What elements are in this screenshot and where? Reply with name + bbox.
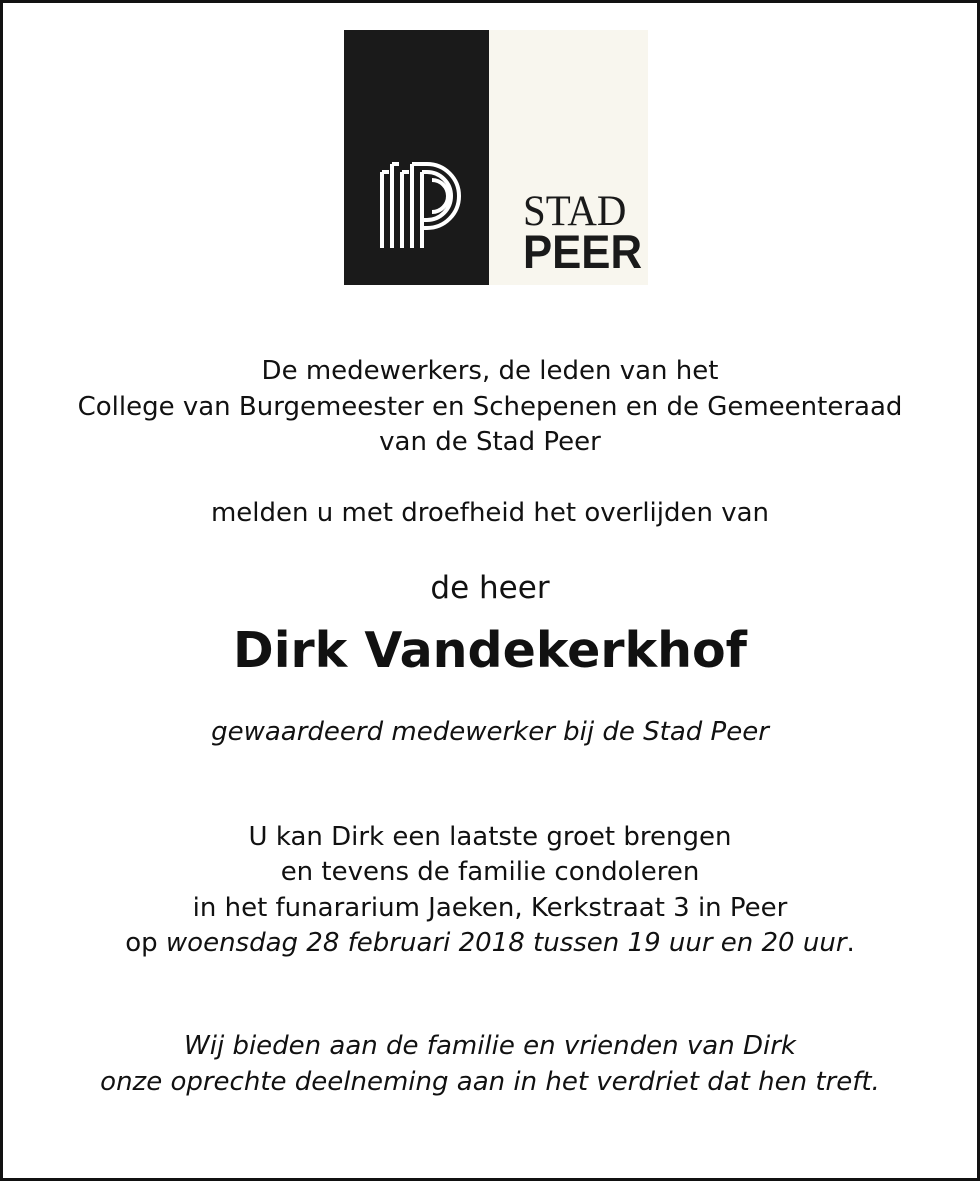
visit-date-suffix: . (846, 928, 855, 958)
intro-line-2: College van Burgemeester en Schepenen en de Gemeenteraad (77, 392, 903, 422)
intro-line-1: De medewerkers, de leden van het (261, 356, 719, 386)
visit-date-prefix: op (125, 928, 166, 958)
visit-datetime: woensdag 28 februari 2018 tussen 19 uur en 20 uur (165, 928, 847, 958)
visit-line-3: in het funararium Jaeken, Kerkstraat 3 in Peer (192, 893, 788, 923)
visit-line-4 (0, 926, 980, 960)
stad-peer-logo (344, 30, 648, 285)
deceased-title: de heer (430, 570, 550, 606)
deceased-name: Dirk Vandekerkhof (233, 622, 747, 679)
visit-line-2: en tevens de familie condoleren (280, 857, 700, 887)
logo-word-stad: STAD (523, 188, 627, 235)
stad-peer-emblem-icon (379, 150, 465, 250)
announcement-text: melden u met droefheid het overlijden van (210, 498, 770, 528)
logo-word-peer: PEER (523, 225, 643, 278)
condolence-line-1: Wij bieden aan de familie en vrienden van Dirk (184, 1031, 796, 1061)
deceased-role: gewaardeerd medewerker bij de Stad Peer (211, 717, 769, 747)
intro-line-3: van de Stad Peer (379, 427, 601, 457)
condolence-line-2: onze oprechte deelneming aan in het verdriet dat hen treft. (100, 1067, 880, 1097)
visit-line-1: U kan Dirk een laatste groet brengen (248, 822, 732, 852)
